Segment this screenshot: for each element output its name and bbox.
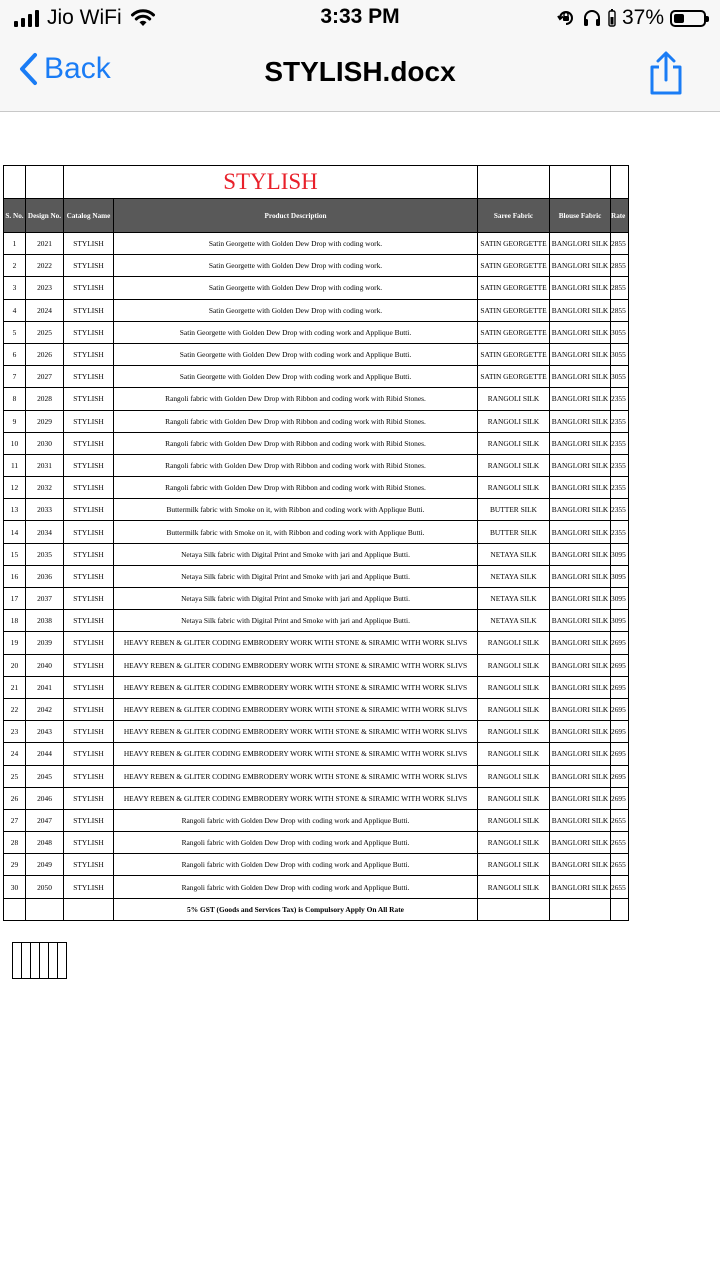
cell-rate: 2695 [611, 698, 629, 720]
cell-saree-fabric: BUTTER SILK [478, 499, 550, 521]
cell-catalog-name: STYLISH [64, 809, 114, 831]
cell-catalog-name: STYLISH [64, 343, 114, 365]
cell-blouse-fabric: BANGLORI SILK [550, 787, 611, 809]
cell-catalog-name: STYLISH [64, 632, 114, 654]
cell-design-no: 2048 [26, 832, 64, 854]
table-row [4, 277, 629, 299]
cell-design-no: 2025 [26, 321, 64, 343]
cell-catalog-name: STYLISH [64, 255, 114, 277]
cell-blouse-fabric: BANGLORI SILK [550, 632, 611, 654]
table-row [4, 832, 629, 854]
cell-rate: 2695 [611, 632, 629, 654]
cell-product-description: HEAVY REBEN & GLITER CODING EMBRODERY WORK WITH STONE & SIRAMIC WITH WORK SLIVS [114, 765, 478, 787]
chevron-left-icon [18, 52, 38, 86]
cell-rate: 2355 [611, 499, 629, 521]
cell-s-no: 3 [4, 277, 26, 299]
cell-product-description: Rangoli fabric with Golden Dew Drop with coding work and Applique Butti. [114, 876, 478, 898]
cell-catalog-name: STYLISH [64, 610, 114, 632]
cell-blouse-fabric: BANGLORI SILK [550, 854, 611, 876]
cell-design-no: 2021 [26, 233, 64, 255]
cell-blouse-fabric: BANGLORI SILK [550, 388, 611, 410]
document-heading: STYLISH [64, 166, 478, 199]
footer-row [4, 898, 629, 920]
cell-s-no: 19 [4, 632, 26, 654]
cell-s-no: 4 [4, 299, 26, 321]
cell-design-no: 2035 [26, 543, 64, 565]
cell-catalog-name: STYLISH [64, 654, 114, 676]
cell-s-no: 21 [4, 676, 26, 698]
cell-saree-fabric: RANGOLI SILK [478, 765, 550, 787]
cell-design-no: 2029 [26, 410, 64, 432]
document-title: STYLISH.docx [264, 56, 456, 87]
table-row [4, 343, 629, 365]
cell-design-no: 2049 [26, 854, 64, 876]
cell-saree-fabric: SATIN GEORGETTE [478, 366, 550, 388]
cell-blouse-fabric: BANGLORI SILK [550, 277, 611, 299]
cell-s-no: 5 [4, 321, 26, 343]
cell-saree-fabric: SATIN GEORGETTE [478, 255, 550, 277]
header-catalog-name: Catalog Name [64, 199, 114, 233]
cell-catalog-name: STYLISH [64, 854, 114, 876]
status-right [556, 6, 706, 30]
cell-s-no: 16 [4, 565, 26, 587]
cell-s-no: 24 [4, 743, 26, 765]
cell-rate: 2355 [611, 410, 629, 432]
table-row [4, 676, 629, 698]
cell-saree-fabric: RANGOLI SILK [478, 809, 550, 831]
cell-product-description: Satin Georgette with Golden Dew Drop with coding work. [114, 255, 478, 277]
cell-blouse-fabric: BANGLORI SILK [550, 233, 611, 255]
cell-product-description: HEAVY REBEN & GLITER CODING EMBRODERY WORK WITH STONE & SIRAMIC WITH WORK SLIVS [114, 721, 478, 743]
cell-s-no: 6 [4, 343, 26, 365]
cell-s-no: 8 [4, 388, 26, 410]
cell-product-description: Rangoli fabric with Golden Dew Drop with Ribbon and coding work with Ribid Stones. [114, 410, 478, 432]
cell-catalog-name: STYLISH [64, 876, 114, 898]
cell-blouse-fabric: BANGLORI SILK [550, 477, 611, 499]
cell-product-description: Rangoli fabric with Golden Dew Drop with Ribbon and coding work with Ribid Stones. [114, 454, 478, 476]
cell-blouse-fabric: BANGLORI SILK [550, 610, 611, 632]
cell-s-no: 7 [4, 366, 26, 388]
cell-product-description: Rangoli fabric with Golden Dew Drop with coding work and Applique Butti. [114, 809, 478, 831]
navigation-bar [0, 36, 720, 112]
cell-rate: 2355 [611, 432, 629, 454]
share-button[interactable] [646, 50, 686, 96]
cell-saree-fabric: RANGOLI SILK [478, 876, 550, 898]
cell-rate: 2855 [611, 277, 629, 299]
cell-saree-fabric: NETAYA SILK [478, 543, 550, 565]
cell-rate: 2695 [611, 676, 629, 698]
cell-product-description: HEAVY REBEN & GLITER CODING EMBRODERY WORK WITH STONE & SIRAMIC WITH WORK SLIVS [114, 698, 478, 720]
cell-blouse-fabric: BANGLORI SILK [550, 410, 611, 432]
cell-catalog-name: STYLISH [64, 432, 114, 454]
orientation-lock-icon [556, 8, 576, 28]
cell-catalog-name: STYLISH [64, 787, 114, 809]
battery-percent: 37% [621, 6, 664, 29]
table-row [4, 876, 629, 898]
cell-blouse-fabric: BANGLORI SILK [550, 499, 611, 521]
cell-s-no: 27 [4, 809, 26, 831]
cell-catalog-name: STYLISH [64, 743, 114, 765]
cell-product-description: HEAVY REBEN & GLITER CODING EMBRODERY WORK WITH STONE & SIRAMIC WITH WORK SLIVS [114, 654, 478, 676]
cell-s-no: 20 [4, 654, 26, 676]
cell-blouse-fabric: BANGLORI SILK [550, 432, 611, 454]
cell-design-no: 2032 [26, 477, 64, 499]
cell-s-no: 14 [4, 521, 26, 543]
cell-blouse-fabric: BANGLORI SILK [550, 721, 611, 743]
cell-s-no: 17 [4, 588, 26, 610]
cell-catalog-name: STYLISH [64, 299, 114, 321]
battery-icon [670, 10, 706, 27]
cell-product-description: Buttermilk fabric with Smoke on it, with Ribbon and coding work with Applique Butti. [114, 521, 478, 543]
cell-design-no: 2043 [26, 721, 64, 743]
cell-saree-fabric: RANGOLI SILK [478, 787, 550, 809]
cell-design-no: 2022 [26, 255, 64, 277]
cell-rate: 3095 [611, 565, 629, 587]
cell-blouse-fabric: BANGLORI SILK [550, 588, 611, 610]
cell-rate: 3055 [611, 321, 629, 343]
cell-catalog-name: STYLISH [64, 676, 114, 698]
cell-blouse-fabric: BANGLORI SILK [550, 809, 611, 831]
cell-s-no: 29 [4, 854, 26, 876]
table-row [4, 743, 629, 765]
cell-design-no: 2044 [26, 743, 64, 765]
cell-catalog-name: STYLISH [64, 521, 114, 543]
table-row [4, 854, 629, 876]
cell-rate: 2855 [611, 233, 629, 255]
cell-catalog-name: STYLISH [64, 410, 114, 432]
headphone-battery-icon [608, 9, 616, 27]
cell-saree-fabric: NETAYA SILK [478, 610, 550, 632]
cell-rate: 3095 [611, 543, 629, 565]
cell-rate: 2855 [611, 255, 629, 277]
cell-design-no: 2024 [26, 299, 64, 321]
table-row [4, 521, 629, 543]
title-row [4, 166, 629, 199]
cell-rate: 2855 [611, 299, 629, 321]
back-label: Back [44, 52, 111, 85]
table-row [4, 610, 629, 632]
cell-saree-fabric: SATIN GEORGETTE [478, 299, 550, 321]
cell-blouse-fabric: BANGLORI SILK [550, 676, 611, 698]
table-row [4, 321, 629, 343]
cell-catalog-name: STYLISH [64, 366, 114, 388]
cell-catalog-name: STYLISH [64, 277, 114, 299]
cell-s-no: 10 [4, 432, 26, 454]
cell-design-no: 2037 [26, 588, 64, 610]
cell-s-no: 25 [4, 765, 26, 787]
cell-saree-fabric: SATIN GEORGETTE [478, 233, 550, 255]
cell-rate: 2655 [611, 854, 629, 876]
cell-catalog-name: STYLISH [64, 721, 114, 743]
table-row [4, 233, 629, 255]
cell-blouse-fabric: BANGLORI SILK [550, 543, 611, 565]
cell-rate: 2355 [611, 521, 629, 543]
product-table [3, 165, 629, 921]
table-row [4, 454, 629, 476]
cell-design-no: 2038 [26, 610, 64, 632]
cell-blouse-fabric: BANGLORI SILK [550, 343, 611, 365]
cell-rate: 3095 [611, 588, 629, 610]
cell-design-no: 2040 [26, 654, 64, 676]
cell-design-no: 2039 [26, 632, 64, 654]
cell-saree-fabric: RANGOLI SILK [478, 388, 550, 410]
cell-blouse-fabric: BANGLORI SILK [550, 454, 611, 476]
cell-design-no: 2030 [26, 432, 64, 454]
cell-product-description: Satin Georgette with Golden Dew Drop with coding work. [114, 299, 478, 321]
table-row [4, 565, 629, 587]
cell-blouse-fabric: BANGLORI SILK [550, 299, 611, 321]
cell-saree-fabric: SATIN GEORGETTE [478, 343, 550, 365]
cell-design-no: 2047 [26, 809, 64, 831]
carrier-name: Jio WiFi [47, 6, 122, 29]
cell-design-no: 2034 [26, 521, 64, 543]
cell-saree-fabric: RANGOLI SILK [478, 654, 550, 676]
table-row [4, 787, 629, 809]
cell-saree-fabric: BUTTER SILK [478, 521, 550, 543]
cell-s-no: 26 [4, 787, 26, 809]
cell-design-no: 2027 [26, 366, 64, 388]
table-row [4, 809, 629, 831]
cell-blouse-fabric: BANGLORI SILK [550, 832, 611, 854]
header-s-no: S. No. [4, 199, 26, 233]
back-button[interactable] [18, 52, 111, 86]
cell-s-no: 2 [4, 255, 26, 277]
cell-saree-fabric: RANGOLI SILK [478, 698, 550, 720]
table-row [4, 477, 629, 499]
cell-blouse-fabric: BANGLORI SILK [550, 765, 611, 787]
cell-product-description: Satin Georgette with Golden Dew Drop with coding work and Applique Butti. [114, 321, 478, 343]
table-row [4, 765, 629, 787]
cell-rate: 2655 [611, 832, 629, 854]
cell-saree-fabric: RANGOLI SILK [478, 854, 550, 876]
cell-s-no: 23 [4, 721, 26, 743]
cell-rate: 2695 [611, 787, 629, 809]
table-row [4, 432, 629, 454]
cell-saree-fabric: RANGOLI SILK [478, 410, 550, 432]
cell-catalog-name: STYLISH [64, 565, 114, 587]
cell-saree-fabric: RANGOLI SILK [478, 477, 550, 499]
cell-saree-fabric: RANGOLI SILK [478, 676, 550, 698]
cell-design-no: 2050 [26, 876, 64, 898]
cell-catalog-name: STYLISH [64, 454, 114, 476]
cell-saree-fabric: RANGOLI SILK [478, 832, 550, 854]
table-row [4, 721, 629, 743]
cell-s-no: 1 [4, 233, 26, 255]
header-blouse-fabric: Blouse Fabric [550, 199, 611, 233]
cell-catalog-name: STYLISH [64, 499, 114, 521]
cell-catalog-name: STYLISH [64, 477, 114, 499]
cell-s-no: 30 [4, 876, 26, 898]
table-row [4, 499, 629, 521]
cell-catalog-name: STYLISH [64, 233, 114, 255]
cell-design-no: 2041 [26, 676, 64, 698]
cell-design-no: 2028 [26, 388, 64, 410]
header-rate: Rate [611, 199, 629, 233]
cell-s-no: 9 [4, 410, 26, 432]
cell-design-no: 2042 [26, 698, 64, 720]
cell-s-no: 15 [4, 543, 26, 565]
cell-rate: 3095 [611, 610, 629, 632]
cell-s-no: 28 [4, 832, 26, 854]
cell-catalog-name: STYLISH [64, 588, 114, 610]
cell-product-description: Satin Georgette with Golden Dew Drop with coding work. [114, 233, 478, 255]
cell-product-description: Buttermilk fabric with Smoke on it, with Ribbon and coding work with Applique Butti. [114, 499, 478, 521]
cell-catalog-name: STYLISH [64, 321, 114, 343]
cell-design-no: 2026 [26, 343, 64, 365]
cell-rate: 2355 [611, 388, 629, 410]
cell-saree-fabric: RANGOLI SILK [478, 632, 550, 654]
cell-product-description: HEAVY REBEN & GLITER CODING EMBRODERY WORK WITH STONE & SIRAMIC WITH WORK SLIVS [114, 676, 478, 698]
cell-product-description: Rangoli fabric with Golden Dew Drop with coding work and Applique Butti. [114, 832, 478, 854]
cell-product-description: Netaya Silk fabric with Digital Print and Smoke with jari and Applique Butti. [114, 543, 478, 565]
battery-level [674, 14, 684, 23]
cell-catalog-name: STYLISH [64, 832, 114, 854]
cell-product-description: HEAVY REBEN & GLITER CODING EMBRODERY WORK WITH STONE & SIRAMIC WITH WORK SLIVS [114, 632, 478, 654]
cell-product-description: Netaya Silk fabric with Digital Print and Smoke with jari and Applique Butti. [114, 588, 478, 610]
cell-s-no: 11 [4, 454, 26, 476]
cell-blouse-fabric: BANGLORI SILK [550, 366, 611, 388]
cell-blouse-fabric: BANGLORI SILK [550, 521, 611, 543]
cell-design-no: 2045 [26, 765, 64, 787]
cell-s-no: 13 [4, 499, 26, 521]
table-row [4, 654, 629, 676]
cell-catalog-name: STYLISH [64, 765, 114, 787]
table-row [4, 388, 629, 410]
table-row [4, 410, 629, 432]
cell-product-description: Netaya Silk fabric with Digital Print and Smoke with jari and Applique Butti. [114, 610, 478, 632]
table-row [4, 299, 629, 321]
header-saree-fabric: Saree Fabric [478, 199, 550, 233]
cell-saree-fabric: SATIN GEORGETTE [478, 277, 550, 299]
cell-rate: 2695 [611, 654, 629, 676]
table-row [4, 588, 629, 610]
cell-rate: 2355 [611, 477, 629, 499]
cell-blouse-fabric: BANGLORI SILK [550, 654, 611, 676]
table-row [4, 366, 629, 388]
cell-product-description: Netaya Silk fabric with Digital Print and Smoke with jari and Applique Butti. [114, 565, 478, 587]
cell-saree-fabric: RANGOLI SILK [478, 721, 550, 743]
cell-saree-fabric: RANGOLI SILK [478, 432, 550, 454]
table-row [4, 698, 629, 720]
cell-catalog-name: STYLISH [64, 543, 114, 565]
cell-blouse-fabric: BANGLORI SILK [550, 321, 611, 343]
gst-note: 5% GST (Goods and Services Tax) is Compulsory Apply On All Rate [114, 898, 478, 920]
cell-rate: 2695 [611, 743, 629, 765]
cell-blouse-fabric: BANGLORI SILK [550, 565, 611, 587]
cell-rate: 2695 [611, 765, 629, 787]
cell-blouse-fabric: BANGLORI SILK [550, 876, 611, 898]
empty-table-fragment [12, 942, 67, 979]
cell-product-description: Rangoli fabric with Golden Dew Drop with Ribbon and coding work with Ribid Stones. [114, 432, 478, 454]
cell-saree-fabric: SATIN GEORGETTE [478, 321, 550, 343]
cell-design-no: 2046 [26, 787, 64, 809]
header-row [4, 199, 629, 233]
cell-product-description: Rangoli fabric with Golden Dew Drop with Ribbon and coding work with Ribid Stones. [114, 388, 478, 410]
cell-product-description: Rangoli fabric with Golden Dew Drop with Ribbon and coding work with Ribid Stones. [114, 477, 478, 499]
cell-catalog-name: STYLISH [64, 698, 114, 720]
header-design-no: Design No. [26, 199, 64, 233]
cell-product-description: HEAVY REBEN & GLITER CODING EMBRODERY WORK WITH STONE & SIRAMIC WITH WORK SLIVS [114, 787, 478, 809]
cell-product-description: Satin Georgette with Golden Dew Drop with coding work. [114, 277, 478, 299]
cell-rate: 3055 [611, 343, 629, 365]
cell-saree-fabric: NETAYA SILK [478, 565, 550, 587]
cell-catalog-name: STYLISH [64, 388, 114, 410]
cell-product-description: Satin Georgette with Golden Dew Drop with coding work and Applique Butti. [114, 366, 478, 388]
cell-s-no: 18 [4, 610, 26, 632]
table-row [4, 543, 629, 565]
status-bar [0, 0, 720, 36]
cell-design-no: 2023 [26, 277, 64, 299]
cell-rate: 2695 [611, 721, 629, 743]
cell-product-description: HEAVY REBEN & GLITER CODING EMBRODERY WORK WITH STONE & SIRAMIC WITH WORK SLIVS [114, 743, 478, 765]
cell-saree-fabric: RANGOLI SILK [478, 743, 550, 765]
cell-blouse-fabric: BANGLORI SILK [550, 743, 611, 765]
cell-blouse-fabric: BANGLORI SILK [550, 255, 611, 277]
cell-product-description: Rangoli fabric with Golden Dew Drop with coding work and Applique Butti. [114, 854, 478, 876]
header-product-description: Product Description [114, 199, 478, 233]
table-row [4, 632, 629, 654]
cell-design-no: 2033 [26, 499, 64, 521]
cell-rate: 3055 [611, 366, 629, 388]
status-time: 3:33 PM [320, 5, 400, 28]
cell-rate: 2355 [611, 454, 629, 476]
cell-s-no: 22 [4, 698, 26, 720]
cell-rate: 2655 [611, 876, 629, 898]
cell-saree-fabric: RANGOLI SILK [478, 454, 550, 476]
cell-saree-fabric: NETAYA SILK [478, 588, 550, 610]
share-icon [646, 50, 686, 96]
cell-design-no: 2031 [26, 454, 64, 476]
cell-design-no: 2036 [26, 565, 64, 587]
cell-s-no: 12 [4, 477, 26, 499]
cell-product-description: Satin Georgette with Golden Dew Drop with coding work and Applique Butti. [114, 343, 478, 365]
cell-blouse-fabric: BANGLORI SILK [550, 698, 611, 720]
table-row [4, 255, 629, 277]
headphones-icon [582, 8, 602, 28]
cell-rate: 2655 [611, 809, 629, 831]
document-viewer[interactable] [0, 112, 720, 1278]
